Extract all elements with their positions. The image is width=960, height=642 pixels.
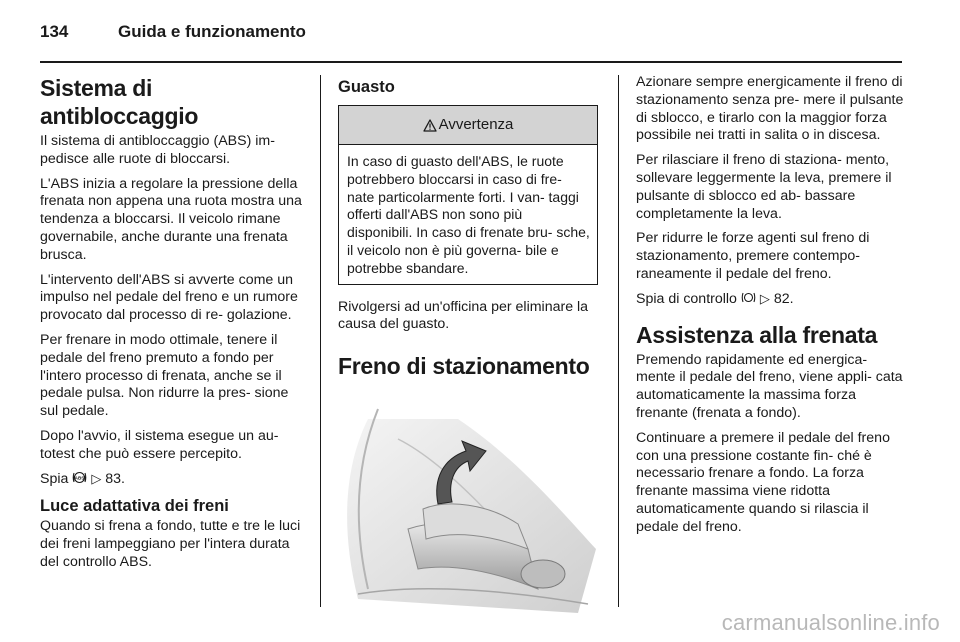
section-heading-brake-assist: Assistenza alla frenata: [636, 321, 878, 348]
spia-label: Spia: [40, 470, 69, 487]
page-ref-arrow-icon: ▷: [759, 291, 770, 307]
subheading-adaptive-brake-lights: Luce adattativa dei freni: [40, 497, 229, 516]
paragraph: Azionare sempre energicamente il freno di stazionamento senza pre- mere il pulsante di sblocco, e tirarlo con la maggior forza possibile nei tratti in salita o in discesa.: [636, 74, 904, 144]
paragraph: Per ridurre le forze agenti sul freno di stazionamento, premere contempo- raneamente il pedale del freno.: [636, 230, 870, 282]
paragraph: Premendo rapidamente ed energica- mente il pedale del freno, viene appli- cata automaticamente la massima forza frenante (frenata a fondo).: [636, 351, 903, 421]
warning-title: Avvertenza: [438, 116, 514, 134]
warning-box: [338, 105, 598, 285]
chapter-title: Guida e funzionamento: [118, 22, 306, 41]
column-3: [636, 74, 904, 544]
spia-reference: [40, 471, 306, 489]
paragraph: Continuare a premere il pedale del freno con una pressione costante fin- ché è necessario frenare a fondo. La forza frenante massima viene ridotta automaticamente quando si rilascia il pedale del freno.: [636, 429, 890, 535]
warning-text: In caso di guasto dell'ABS, le ruote potrebbero bloccarsi in caso di fre- nate particolarmente forti. I van- taggi offerti dall'ABS non sono più disponibili. In caso di frenate bru- sche, il veicolo non è più governa- bile e potrebbe sbandare.: [347, 153, 590, 276]
page-ref-arrow-icon: ▷: [91, 471, 102, 487]
paragraph: Rivolgersi ad un'officina per eliminare la causa del guasto.: [338, 298, 589, 333]
column-divider-1: [320, 75, 321, 607]
paragraph: Quando si frena a fondo, tutte e tre le luci dei freni lampeggiano per l'intera durata del controllo ABS.: [40, 518, 301, 570]
section-heading-abs: Sistema di antibloccaggio: [40, 75, 199, 129]
spia-page-ref: 83.: [105, 470, 125, 487]
abs-warning-icon: [72, 471, 87, 484]
section-heading-parking-brake: Freno di stazionamento: [338, 353, 590, 380]
abs-icon-lettering: (ABS): [73, 475, 87, 481]
column-2: [338, 74, 604, 619]
warning-triangle-icon: [423, 119, 437, 132]
paragraph: L'ABS inizia a regolare la pressione della frenata non appena una ruota mostra una tendenza a bloccarsi. Il veicolo rimane governabile, anche durante una frenata brusca.: [40, 175, 302, 263]
paragraph: L'intervento dell'ABS si avverte come un impulso nel pedale del freno e un rumore provocato dal processo di re- golazione.: [40, 271, 298, 324]
paragraph: Per frenare in modo ottimale, tenere il pedale del freno premuto a fondo per l'intero processo di frenata, anche se il pedale pulsa. Non ridurre la pres- sione sul pedale.: [40, 331, 289, 420]
spia-label: Spia di controllo: [636, 290, 737, 307]
page-number: 134: [40, 22, 69, 41]
column-1: [40, 74, 306, 579]
spia-page-ref: 82.: [773, 290, 794, 307]
column-divider-2: [618, 75, 619, 607]
warning-header: [339, 106, 597, 145]
parking-brake-illustration: [338, 399, 596, 613]
brake-warning-icon: [741, 291, 756, 304]
spia-reference: [636, 291, 904, 309]
subheading-failure: Guasto: [338, 78, 395, 96]
paragraph: Per rilasciare il freno di staziona- mento, sollevare leggermente la leva, premere il pulsante di sblocco ed ab- bassare completamente la leva.: [636, 152, 892, 222]
watermark: carmanualsonline.info: [721, 610, 940, 635]
header-rule: [40, 61, 902, 63]
paragraph: Dopo l'avvio, il sistema esegue un au- totest che può essere percepito.: [40, 427, 279, 462]
paragraph: Il sistema di antibloccaggio (ABS) im- pedisce alle ruote di bloccarsi.: [40, 133, 275, 167]
